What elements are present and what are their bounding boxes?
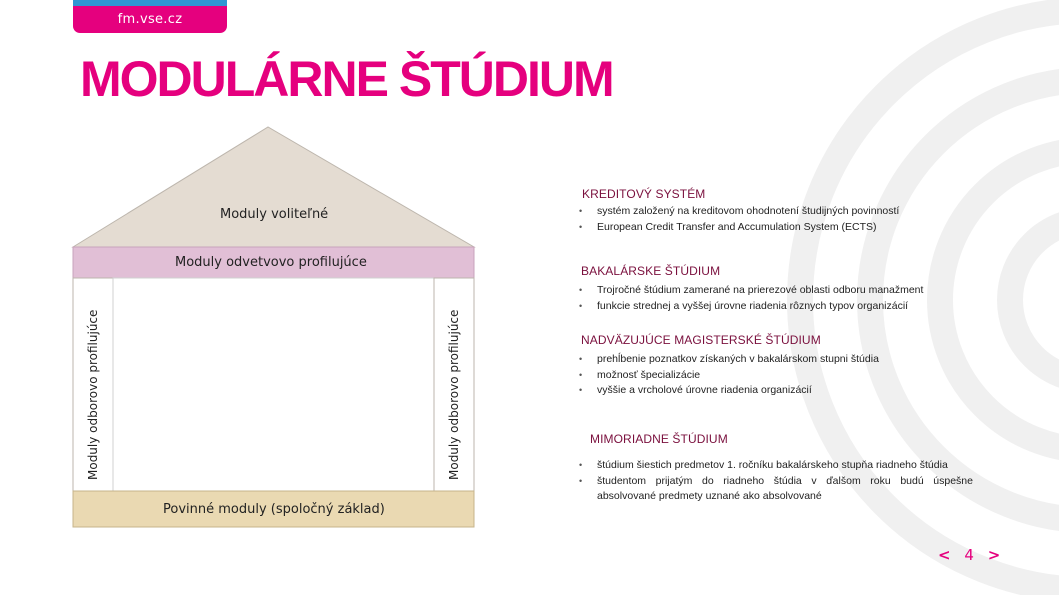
list-item: • možnosť špecializácie	[577, 368, 977, 384]
mimoriadne-title: MIMORIADNE ŠTÚDIUM	[590, 432, 728, 446]
bakalar-list	[577, 283, 987, 314]
list-item: • European Credit Transfer and Accumulation System (ECTS)	[577, 220, 977, 236]
kredit-list	[577, 204, 977, 235]
right-pillar-label: Moduly odborovo profilujúce	[447, 309, 461, 480]
list-item: • Trojročné štúdium zamerané na prierezové oblasti odboru manažment	[577, 283, 987, 299]
band-label: Moduly odvetvovo profilujúce	[175, 255, 367, 270]
site-url[interactable]: fm.vse.cz	[117, 12, 183, 27]
list-item: • prehĺbenie poznatkov získaných v bakalárskom stupni štúdia	[577, 352, 977, 368]
magister-title: NADVÄZUJÚCE MAGISTERSKÉ ŠTÚDIUM	[581, 333, 821, 347]
list-item: • štúdium šiestich predmetov 1. ročníku bakalárskeho stupňa riadneho štúdia	[577, 458, 973, 474]
list-item: • študentom prijatým do riadneho štúdia v ďalšom roku budú úspešne absolvované predmety uznané ako absolvované	[577, 474, 973, 505]
chevron-right-icon[interactable]: >	[987, 546, 1001, 564]
left-pillar-label: Moduly odborovo profilujúce	[86, 309, 100, 480]
kredit-title: KREDITOVÝ SYSTÉM	[582, 187, 706, 201]
page-title: MODULÁRNE ŠTÚDIUM	[80, 51, 613, 107]
mimoriadne-list	[577, 458, 973, 505]
center-room	[113, 278, 434, 491]
chevron-left-icon[interactable]: <	[938, 546, 951, 564]
page-number: 4	[964, 546, 974, 564]
pager	[938, 546, 1000, 564]
bakalar-title: BAKALÁRSKE ŠTÚDIUM	[581, 264, 721, 278]
magister-list	[577, 352, 977, 399]
roof	[73, 127, 474, 247]
list-item: • systém založený na kreditovom ohodnotení študijných povinností	[577, 204, 977, 220]
list-item: • funkcie strednej a vyššej úrovne riadenia rôznych typov organizácií	[577, 299, 987, 315]
base-label: Povinné moduly (spoločný základ)	[163, 502, 385, 517]
roof-label: Moduly voliteľné	[220, 207, 329, 222]
list-item: • vyššie a vrcholové úrovne riadenia organizácií	[577, 383, 977, 399]
